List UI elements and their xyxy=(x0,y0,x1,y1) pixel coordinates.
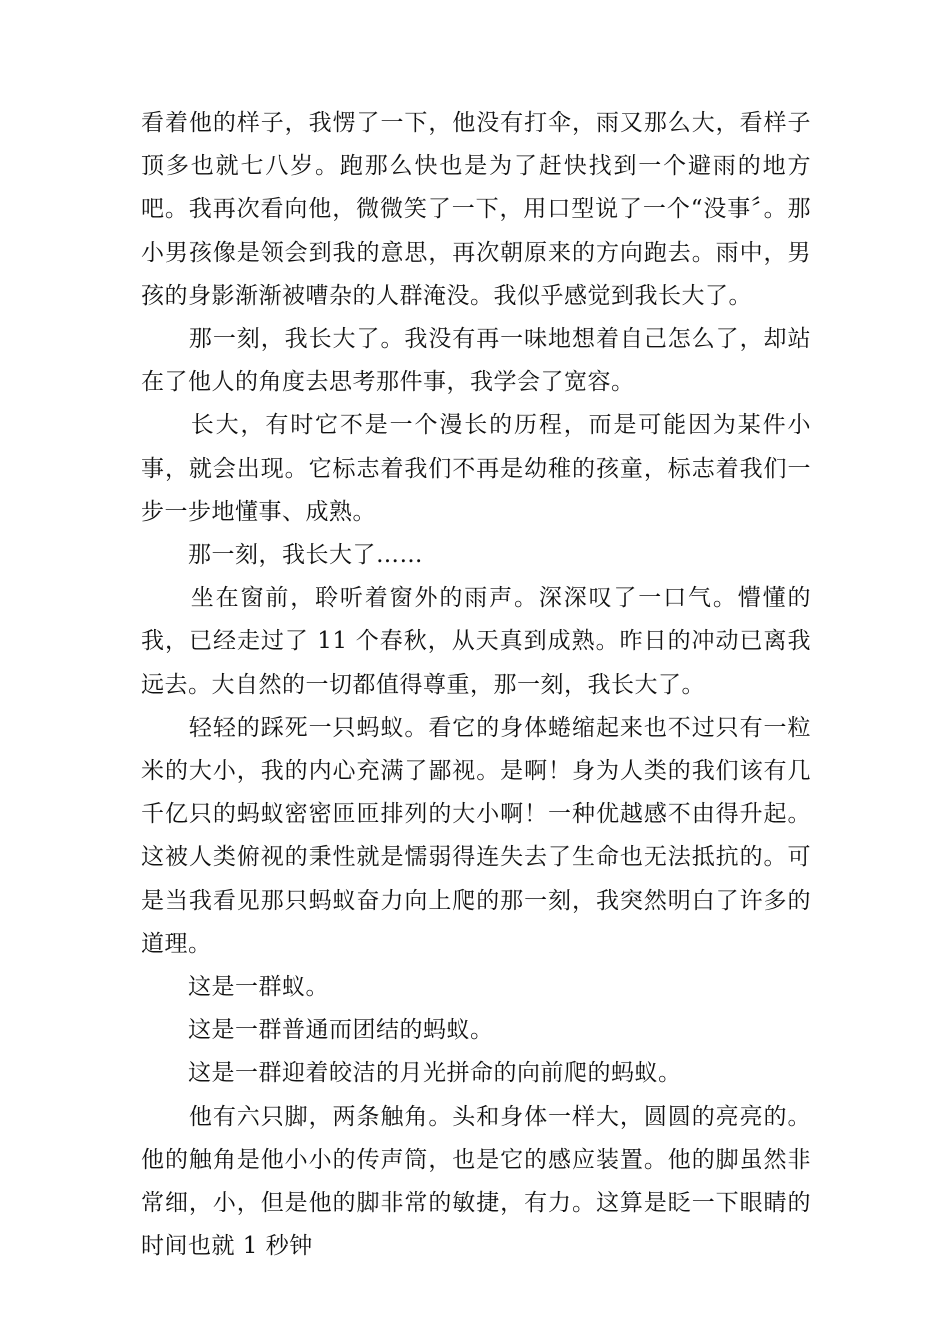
paragraph: 长大，有时它不是一个漫长的历程，而是可能因为某件小事，就会出现。它标志着我们不再是幼稚的孩童，标志着我们一步一步地懂事、成熟。 xyxy=(141,412,811,525)
paragraph: 坐在窗前，聆听着窗外的雨声。深深叹了一口气。懵懂的我，已经走过了 11 个春秋，从天真到成熟。昨日的冲动已离我远去。大自然的一切都值得尊重，那一刻，我长大了。 xyxy=(141,585,811,698)
paragraph: 轻轻的踩死一只蚂蚁。看它的身体蜷缩起来也不过只有一粒米的大小，我的内心充满了鄙视。是啊！身为人类的我们该有几千亿只的蚂蚁密密匝匝排列的大小啊！一种优越感不由得升起。这被人类俯视的秉性就是懦弱得连失去了生命也无法抵抗的。可是当我看见那只蚂蚁奋力向上爬的那一刻，我突然明白了许多的道理。 xyxy=(141,714,811,957)
paragraph: 那一刻，我长大了。我没有再一味地想着自己怎么了，却站在了他人的角度去思考那件事，我学会了宽容。 xyxy=(141,326,811,396)
paragraph: 他有六只脚，两条触角。头和身体一样大，圆圆的亮亮的。他的触角是他小小的传声筒，也是它的感应装置。他的脚虽然非常细，小，但是他的脚非常的敏捷，有力。这算是眨一下眼睛的时间也就 1 秒钟 xyxy=(141,1103,811,1260)
paragraph: 这是一群迎着皎洁的月光拼命的向前爬的蚂蚁。 xyxy=(141,1060,682,1087)
document-body xyxy=(141,102,811,1268)
paragraph: 这是一群蚁。 xyxy=(141,974,329,1001)
paragraph: 这是一群普通而团结的蚂蚁。 xyxy=(141,1017,494,1044)
paragraph: 那一刻，我长大了…… xyxy=(141,542,423,569)
paragraph: 看着他的样子，我愣了一下，他没有打伞，雨又那么大，看样子顶多也就七八岁。跑那么快也是为了赶快找到一个避雨的地方吧。我再次看向他，微微笑了一下，用口型说了一个“没事〞。那小男孩像是领会到我的意思，再次朝原来的方向跑去。雨中，男孩的身影渐渐被嘈杂的人群淹没。我似乎感觉到我长大了。 xyxy=(141,110,811,309)
